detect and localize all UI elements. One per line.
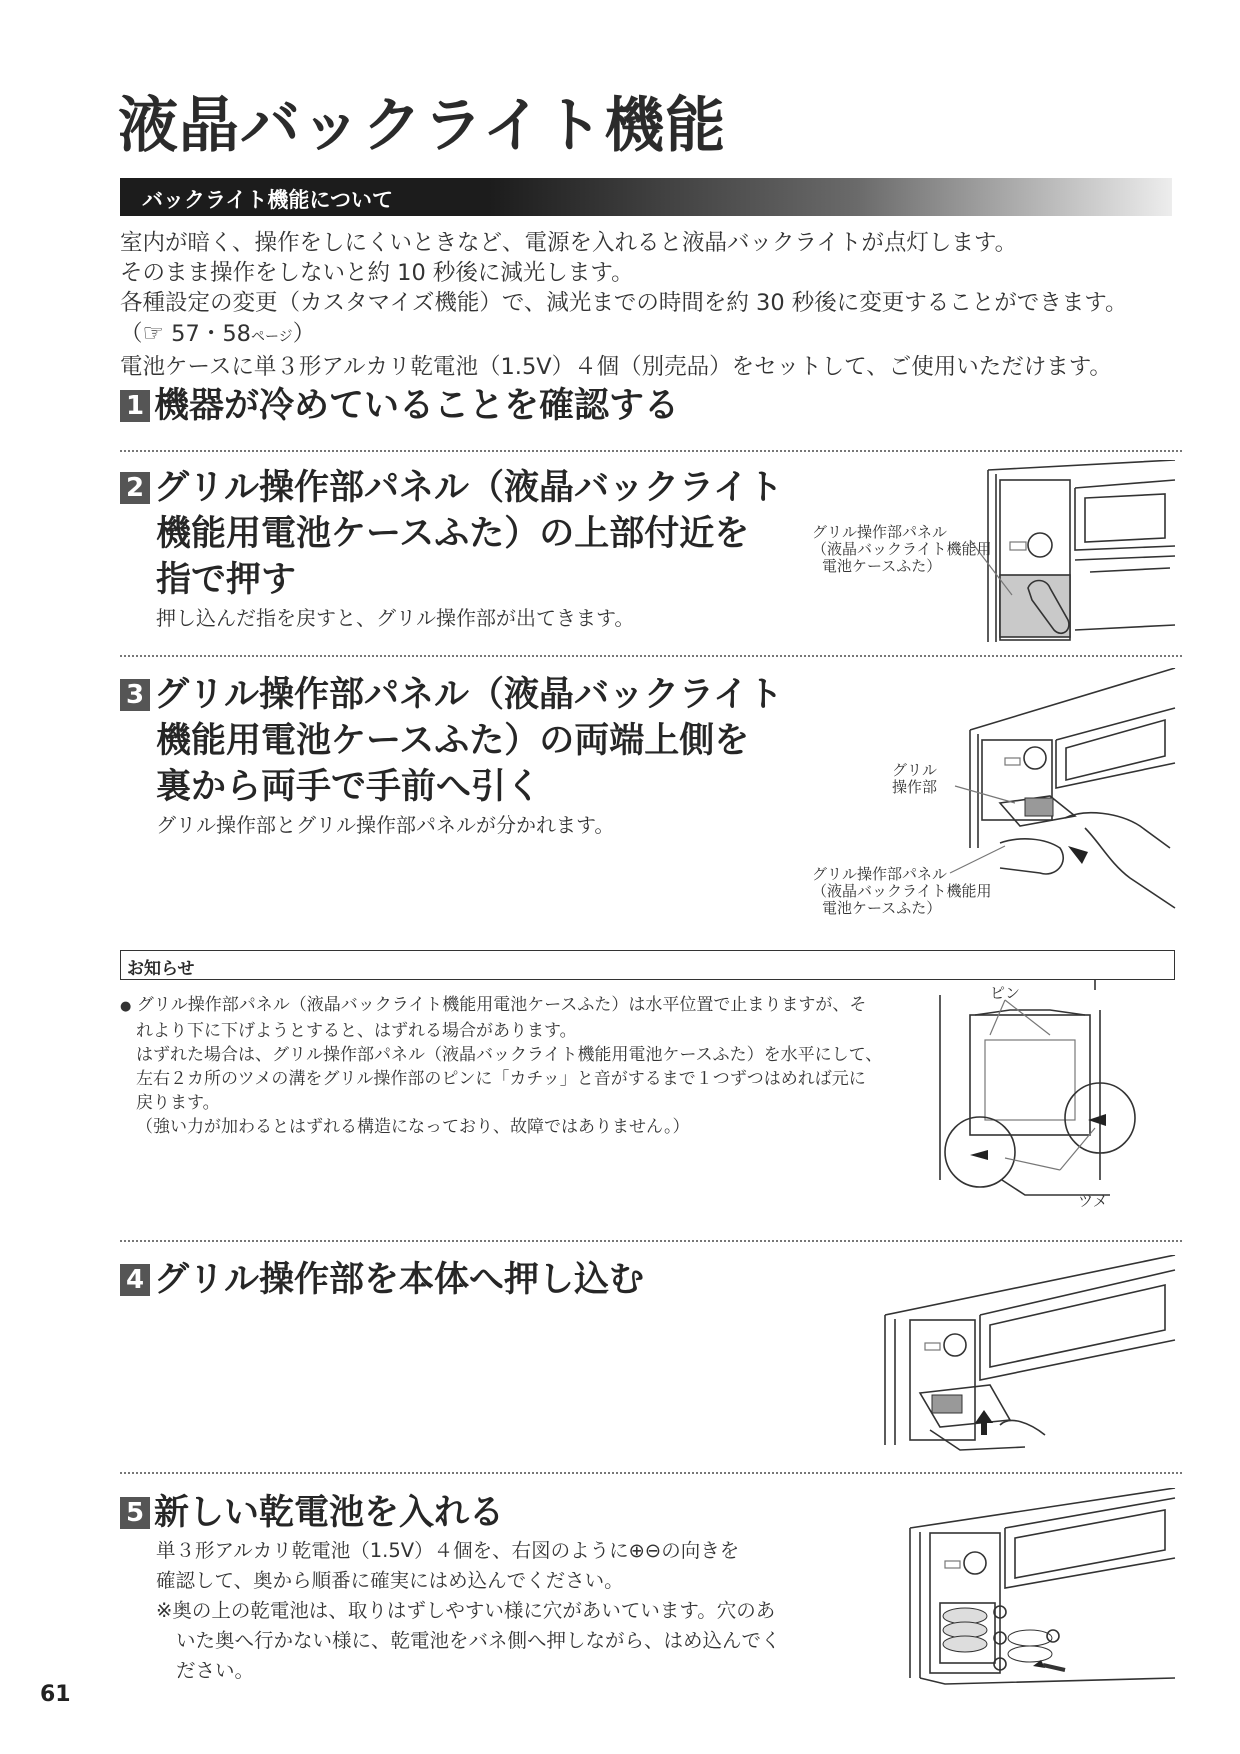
step-note: ※奥の上の乾電池は、取りはずしやすい様に穴があいています。穴のあ (156, 1599, 776, 1622)
step-heading: 新しい乾電池を入れる (154, 1493, 505, 1533)
pin-tsume-figure (910, 980, 1180, 1210)
page-number: 61 (40, 1682, 71, 1707)
step-heading: グリル操作部パネル（液晶バックライト (154, 468, 783, 508)
divider (120, 655, 1182, 657)
intro-line: 各種設定の変更（カスタマイズ機能）で、減光までの時間を約 30 秒後に変更することができます。 (120, 290, 1128, 316)
step-heading: 指で押す (156, 560, 297, 600)
section-heading: バックライト機能について (142, 188, 393, 212)
battery-insert-figure (905, 1488, 1180, 1688)
notice-heading-box (120, 950, 1175, 980)
step-number: 1 (120, 390, 150, 422)
intro-line: 電池ケースに単３形アルカリ乾電池（1.5V）４個（別売品）をセットして、ご使用いただけます。 (120, 354, 1112, 380)
intro-text (120, 228, 1180, 382)
step-number: 4 (120, 1264, 150, 1296)
step-1 (120, 383, 679, 429)
step-heading: グリル操作部パネル（液晶バックライト (154, 675, 783, 715)
intro-line: 室内が暗く、操作をしにくいときなど、電源を入れると液晶バックライトが点灯します。 (120, 230, 1018, 256)
pin-label: ピン (990, 984, 1021, 1002)
step-heading: 裏から両手で手前へ引く (156, 767, 542, 807)
intro-line: そのまま操作をしないと約 10 秒後に減光します。 (120, 260, 634, 286)
tsume-label: ツメ (1078, 1192, 1108, 1210)
notice-heading: お知らせ (127, 959, 195, 979)
bullet-icon: ● (120, 999, 132, 1014)
pointing-hand-icon: ☞ (142, 319, 165, 347)
step-5 (120, 1490, 850, 1686)
step-note: ださい。 (176, 1659, 255, 1682)
page-title: 液晶バックライト機能 (118, 91, 727, 161)
step-description: 押し込んだ指を戻すと、グリル操作部が出てきます。 (156, 606, 635, 630)
section-heading-bar (120, 178, 1172, 216)
notice-text: ● グリル操作部パネル（液晶バックライト機能用電池ケースふた）は水平位置で止まりますが、そ れより下に下げようとすると、はずれる場合があります。 はずれた場合は、グリル操作部パネル（液晶バックライト機能用電池ケースふた）を水平にして、 左右２カ所のツメの溝をグリル操作部のピンに「カチッ」と音がするまで１つずつはめれば元に 戻ります。 （強い力が加わるとはずれる構造になっており、故障ではありません。） (120, 995, 883, 1137)
step-number: 5 (120, 1497, 150, 1529)
step-heading: 機能用電池ケースふた）の両端上側を (156, 721, 750, 761)
step-description: グリル操作部とグリル操作部パネルが分かれます。 (156, 813, 615, 837)
page-reference: （☞ 57・58ページ） (120, 319, 316, 347)
step-number: 2 (120, 472, 150, 504)
divider (120, 1240, 1182, 1242)
divider (120, 450, 1182, 452)
divider (120, 1472, 1182, 1474)
step-2 (120, 465, 820, 633)
grill-push-in-figure (880, 1255, 1180, 1455)
step-4 (120, 1257, 644, 1303)
step-heading: グリル操作部を本体へ押し込む (154, 1260, 645, 1300)
step-description: 確認して、奥から順番に確実にはめ込んでください。 (156, 1569, 624, 1592)
step-3 (120, 672, 820, 840)
step-number: 3 (120, 679, 150, 711)
step-heading: 機能用電池ケースふた）の上部付近を (156, 514, 750, 554)
figure-label: グリル操作部パネル （液晶バックライト機能用 電池ケースふた） (812, 523, 992, 575)
step-description: 単３形アルカリ乾電池（1.5V）４個を、右図のように⊕⊖の向きを (156, 1539, 740, 1562)
figure-label: グリル操作部パネル （液晶バックライト機能用 電池ケースふた） (812, 865, 992, 917)
figure-label: グリル 操作部 (892, 761, 938, 796)
step-heading: 機器が冷めていることを確認する (154, 386, 680, 426)
step-note: いた奥へ行かない様に、乾電池をバネ側へ押しながら、はめ込んでく (176, 1629, 781, 1652)
